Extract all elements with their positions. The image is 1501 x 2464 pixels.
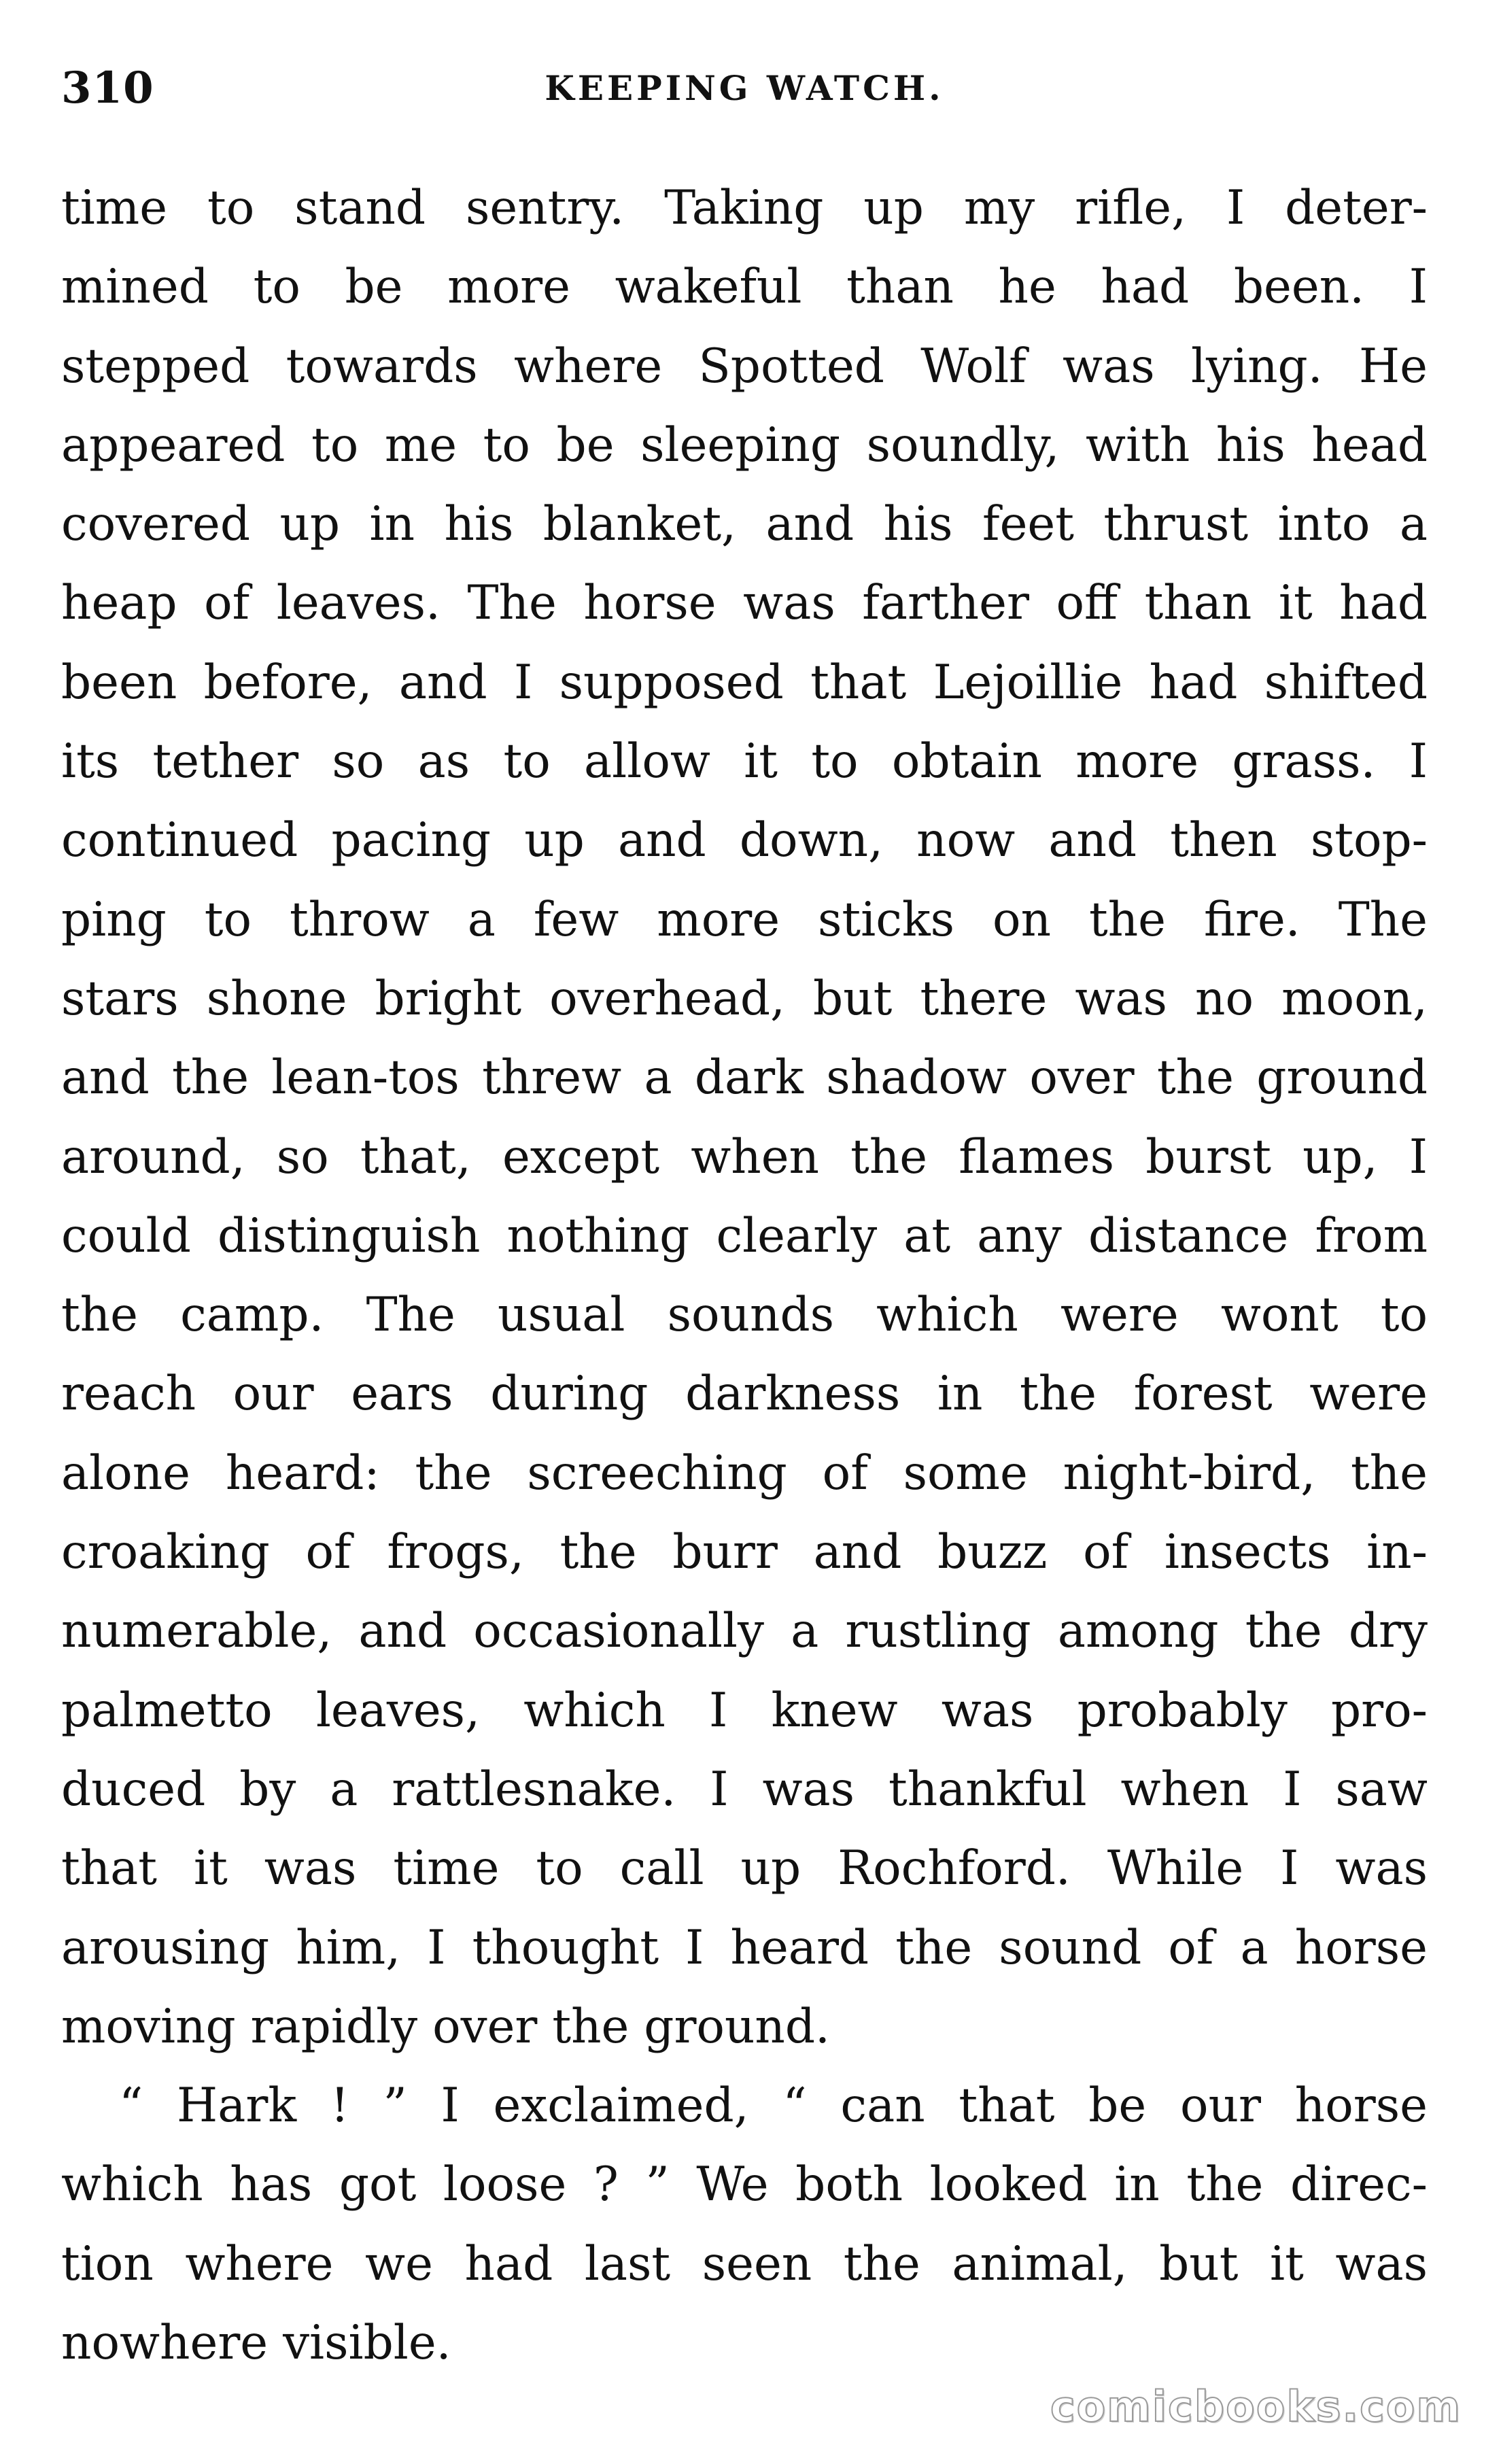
- text-line: alone heard: the screeching of some night-bird, the: [61, 1445, 1428, 1501]
- text-line: could distinguish nothing clearly at any distance from: [61, 1208, 1428, 1263]
- text-line: reach our ears during darkness in the forest were: [61, 1367, 1428, 1422]
- text-line: which has got loose ? ” We both looked in the direc-: [61, 2157, 1428, 2212]
- text-line: duced by a rattlesnake. I was thankful when I saw: [61, 1762, 1428, 1817]
- text-line: numerable, and occasionally a rustling among the dry: [61, 1604, 1428, 1659]
- text-line: moving rapidly over the ground.: [61, 1999, 830, 2054]
- text-line: and the lean-tos threw a dark shadow over the ground: [61, 1050, 1428, 1106]
- chapter-title: KEEPING WATCH.: [545, 68, 944, 108]
- text-line: stepped towards where Spotted Wolf was lying. He: [61, 339, 1428, 394]
- watermark: comicbooks.com: [1050, 2382, 1462, 2431]
- text-line: stars shone bright overhead, but there was no moon,: [61, 971, 1428, 1026]
- text-line: arousing him, I thought I heard the sound of a horse: [61, 1920, 1428, 1975]
- text-line: covered up in his blanket, and his feet thrust into a: [61, 497, 1428, 552]
- text-line: tion where we had last seen the animal, but it was: [61, 2236, 1428, 2291]
- page-number: 310: [61, 63, 154, 114]
- text-line: heap of leaves. The horse was farther off than it had: [61, 576, 1428, 631]
- text-line: continued pacing up and down, now and then stop-: [61, 813, 1428, 868]
- text-line: ping to throw a few more sticks on the fire. The: [61, 892, 1428, 947]
- body-text: [61, 169, 1428, 2382]
- text-line: croaking of frogs, the burr and buzz of insects in-: [61, 1525, 1428, 1580]
- text-line: around, so that, except when the flames burst up, I: [61, 1129, 1428, 1184]
- running-head: [61, 63, 1428, 124]
- text-line: “ Hark ! ” I exclaimed, “ can that be our horse: [119, 2078, 1428, 2134]
- text-line: nowhere visible.: [61, 2316, 451, 2371]
- text-line: its tether so as to allow it to obtain more grass. I: [61, 734, 1428, 789]
- text-line: mined to be more wakeful than he had been. I: [61, 260, 1428, 315]
- text-line: appeared to me to be sleeping soundly, with his head: [61, 417, 1428, 473]
- text-line: palmetto leaves, which I knew was probably pro-: [61, 1683, 1428, 1738]
- text-line: the camp. The usual sounds which were wont to: [61, 1288, 1428, 1343]
- text-line: been before, and I supposed that Lejoillie had shifted: [61, 655, 1428, 710]
- text-line: that it was time to call up Rochford. While I was: [61, 1841, 1428, 1896]
- text-line: time to stand sentry. Taking up my rifle, I deter-: [61, 181, 1428, 235]
